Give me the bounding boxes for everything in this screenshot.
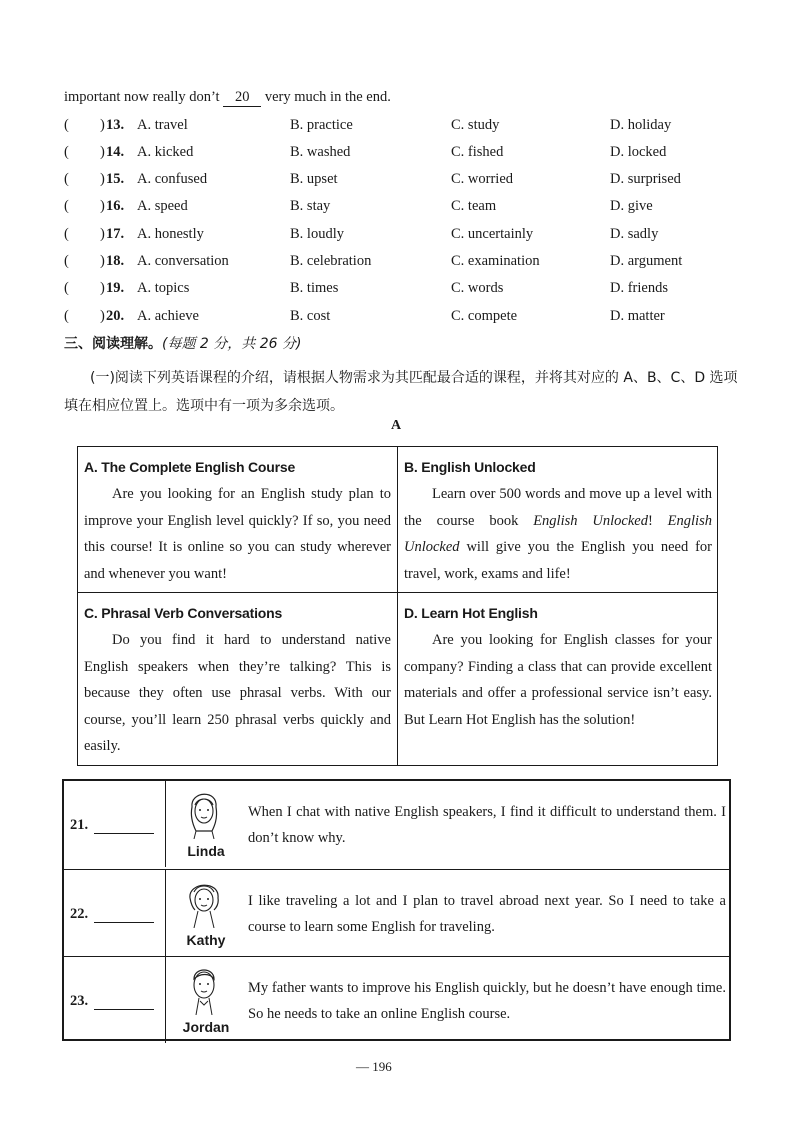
option-d: D. friends [610,280,668,296]
question-number: 16. [106,198,125,214]
boy-avatar-icon [184,961,224,1015]
answer-blank[interactable] [94,922,154,923]
person-cell [166,870,246,956]
answer-paren-open: ( [64,144,69,160]
option-a: A. speed [137,198,188,214]
option-b: B. washed [290,144,351,160]
answer-paren-close: ) [100,117,105,133]
course-c-title: C. Phrasal Verb Conversations [84,605,283,621]
blank-20: 20 [223,89,261,107]
answer-paren-open: ( [64,226,69,242]
question-row [64,171,764,191]
option-d: D. matter [610,308,665,324]
answer-cell [64,957,166,1043]
answer-paren-close: ) [100,171,105,187]
option-c: C. compete [451,308,518,324]
option-c: C. examination [451,253,540,269]
question-row [64,144,764,164]
option-d: D. sadly [610,226,659,242]
course-b-book-title: English Unlocked [533,512,648,529]
option-b: B. cost [290,308,331,324]
option-b: B. loudly [290,226,344,242]
question-number: 19. [106,280,125,296]
section-heading [64,333,301,353]
section-score: (每题 2 分，共 26 分) [162,336,302,352]
option-b: B. upset [290,171,338,187]
option-c: C. team [451,198,497,214]
course-b [398,453,718,587]
option-b: B. times [290,280,339,296]
course-d-body: Are you looking for English classes for your company? Finding a class that can provide excellent materials and offer a professional service isn’t easy. But Learn Hot English has the solution! [404,632,712,728]
course-c-body: Do you find it hard to understand native English speakers when they’re talking? This is because they often use phrasal verbs. With our course, you’ll learn 250 phrasal verbs quickly and easily. [84,632,391,754]
option-b: B. practice [290,117,353,133]
question-number: 23. [70,993,89,1009]
option-a: A. kicked [137,144,194,160]
girl-avatar-icon [184,874,224,928]
course-a-body: Are you looking for an English study plan to improve your English level quickly? If so, you need this course! It is online so you can study wherever and whenever you want! [84,486,391,582]
course-d [398,599,718,733]
question-row [64,308,764,328]
option-d: D. give [610,198,653,214]
answer-paren-close: ) [100,144,105,160]
page-number: — 196 [356,1059,392,1074]
option-d: D. surprised [610,171,681,187]
passage-last-line [64,89,391,107]
course-options-table [77,446,718,766]
person-cell [166,957,246,1043]
section-title: 三、阅读理解。 [64,336,162,352]
option-a: A. topics [137,280,190,296]
answer-paren-close: ) [100,198,105,214]
option-a: A. confused [137,171,208,187]
person-need-text: My father wants to improve his English quickly, but he doesn’t have enough time. So he needs to take an online English course. [248,980,726,1022]
question-number: 13. [106,117,125,133]
answer-cell [64,781,166,867]
course-c [78,599,397,760]
question-row [64,117,764,137]
part-label: A [391,418,402,433]
option-a: A. conversation [137,253,229,269]
option-c: C. words [451,280,504,296]
question-number: 17. [106,226,125,242]
question-row [64,280,764,300]
option-a: A. achieve [137,308,199,324]
answer-paren-close: ) [100,253,105,269]
person-name: Jordan [182,1019,230,1035]
option-a: A. travel [137,117,188,133]
person-row [64,869,729,956]
girl-avatar-icon [184,785,224,839]
option-d: D. holiday [610,117,672,133]
option-c: C. uncertainly [451,226,534,242]
course-b-text-3: will give you the English you need for travel, work, exams and life! [404,539,712,582]
answer-paren-close: ) [100,308,105,324]
table-divider-horizontal [78,592,717,593]
people-needs-table [62,779,731,1041]
person-name: Kathy [186,932,226,948]
course-b-body [404,481,712,587]
answer-paren-open: ( [64,117,69,133]
answer-paren-open: ( [64,198,69,214]
answer-blank[interactable] [94,1009,154,1010]
answer-paren-open: ( [64,308,69,324]
question-row [64,253,764,273]
question-number: 15. [106,171,125,187]
course-d-title: D. Learn Hot English [404,605,538,621]
question-number: 18. [106,253,125,269]
person-row [64,956,729,1043]
intro-text-before: important now really don’t [64,89,220,105]
answer-paren-close: ) [100,226,105,242]
course-b-title: B. English Unlocked [404,459,536,475]
option-b: B. celebration [290,253,372,269]
answer-blank[interactable] [94,833,154,834]
question-number: 22. [70,906,89,922]
option-c: C. fished [451,144,504,160]
question-number: 20. [106,308,125,324]
option-d: D. locked [610,144,667,160]
question-number: 14. [106,144,125,160]
question-row [64,198,764,218]
question-row [64,226,764,246]
person-row [64,781,729,867]
question-number: 21. [70,817,89,833]
intro-text-after: very much in the end. [264,89,391,105]
option-b: B. stay [290,198,331,214]
answer-paren-open: ( [64,280,69,296]
course-b-text-2: ! [647,512,668,529]
person-cell [166,781,246,867]
option-a: A. honestly [137,226,204,242]
option-c: C. study [451,117,500,133]
person-need-text: I like traveling a lot and I plan to travel abroad next year. So I need to take a course to learn some English for traveling. [248,893,726,935]
course-b-book-title: English Unlocked [404,512,712,555]
course-b-text-1: Learn over 500 words and move up a level with the course book [404,486,712,529]
person-need-text: When I chat with native English speakers, I find it difficult to understand them. I don’t know why. [248,804,726,846]
answer-paren-open: ( [64,171,69,187]
answer-paren-close: ) [100,280,105,296]
person-name: Linda [187,843,225,859]
option-d: D. argument [610,253,683,269]
answer-cell [64,870,166,956]
answer-paren-open: ( [64,253,69,269]
course-a-title: A. The Complete English Course [84,459,296,475]
option-c: C. worried [451,171,514,187]
course-a [78,453,397,587]
section-instruction: (一)阅读下列英语课程的介绍，请根据人物需求为其匹配最合适的课程，并将其对应的 A、B、C、D 选项填在相应位置上。选项中有一项为多余选项。 [64,370,738,414]
